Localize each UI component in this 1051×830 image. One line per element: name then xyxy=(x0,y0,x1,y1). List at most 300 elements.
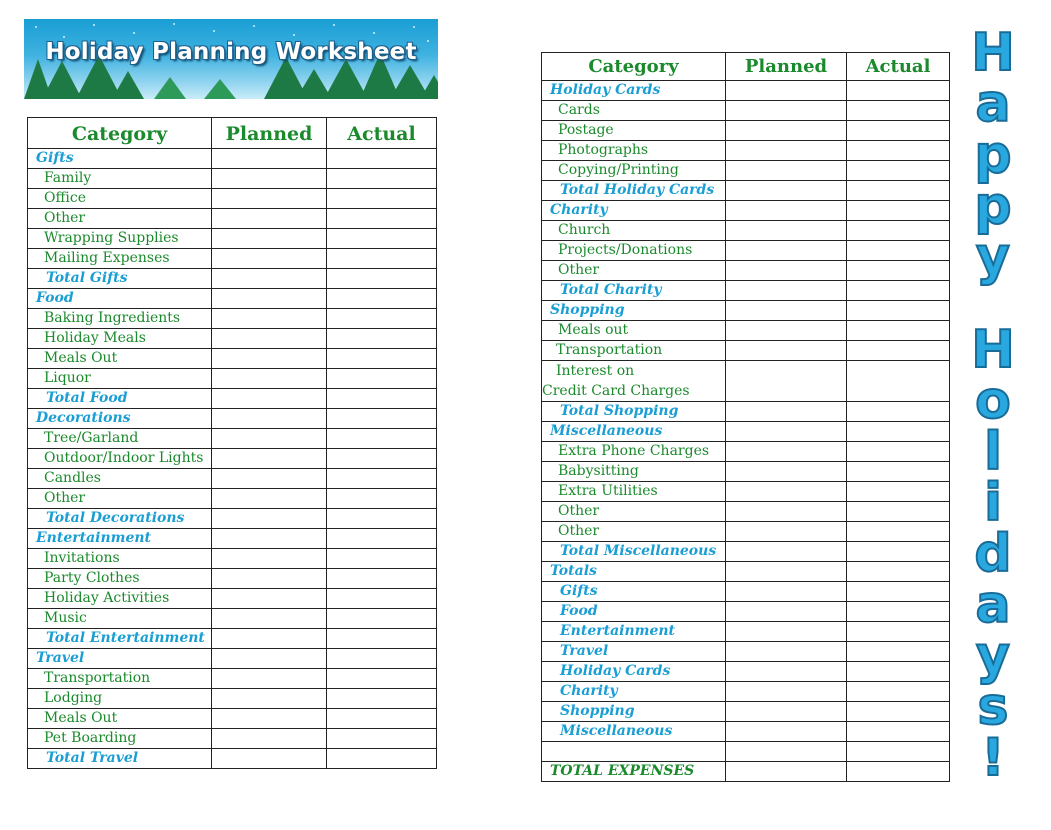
vertical-letter: l xyxy=(984,422,1002,482)
category-label: Other xyxy=(558,503,600,519)
actual-cell[interactable] xyxy=(847,702,950,722)
category-label: Charity xyxy=(560,683,618,699)
planned-cell[interactable] xyxy=(726,181,847,201)
category-cell xyxy=(28,709,212,729)
actual-cell[interactable] xyxy=(847,281,950,301)
actual-cell[interactable] xyxy=(327,689,437,709)
planned-cell[interactable] xyxy=(726,341,847,361)
vertical-letter: ! xyxy=(981,728,1005,788)
actual-cell[interactable] xyxy=(327,269,437,289)
planned-cell[interactable] xyxy=(726,742,847,762)
actual-cell[interactable] xyxy=(847,682,950,702)
category-label: Postage xyxy=(558,122,614,138)
total-row xyxy=(542,682,950,702)
planned-cell[interactable] xyxy=(212,649,327,669)
planned-cell[interactable] xyxy=(212,209,327,229)
category-label: Meals Out xyxy=(44,710,118,726)
vertical-letter: d xyxy=(974,524,1012,584)
line-item-row xyxy=(28,729,437,749)
category-cell xyxy=(28,169,212,189)
category-cell xyxy=(542,542,726,562)
category-label: Total Entertainment xyxy=(46,630,205,646)
actual-header: Actual xyxy=(847,53,950,81)
vertical-letter: H xyxy=(971,23,1015,83)
actual-cell[interactable] xyxy=(327,349,437,369)
total-row xyxy=(542,762,950,782)
category-label: Other xyxy=(44,210,86,226)
actual-cell[interactable] xyxy=(327,649,437,669)
planned-cell[interactable] xyxy=(212,289,327,309)
actual-cell[interactable] xyxy=(847,622,950,642)
planned-cell[interactable] xyxy=(726,642,847,662)
planned-cell[interactable] xyxy=(212,309,327,329)
planned-cell[interactable] xyxy=(212,229,327,249)
line-item-row xyxy=(28,469,437,489)
planned-cell[interactable] xyxy=(726,762,847,782)
line-item-row xyxy=(28,449,437,469)
category-label: Total Charity xyxy=(560,282,662,298)
category-label: Total Decorations xyxy=(46,510,185,526)
actual-cell[interactable] xyxy=(327,389,437,409)
actual-cell[interactable] xyxy=(327,249,437,269)
planned-cell[interactable] xyxy=(212,409,327,429)
category-cell xyxy=(28,349,212,369)
category-cell xyxy=(28,229,212,249)
planned-cell[interactable] xyxy=(212,609,327,629)
actual-cell[interactable] xyxy=(327,209,437,229)
line-item-row xyxy=(542,161,950,181)
line-item-row xyxy=(28,689,437,709)
actual-cell[interactable] xyxy=(847,582,950,602)
planned-cell[interactable] xyxy=(726,81,847,101)
category-cell xyxy=(542,101,726,121)
planned-header: Planned xyxy=(212,118,327,149)
planned-cell[interactable] xyxy=(212,749,327,769)
actual-cell[interactable] xyxy=(327,469,437,489)
category-section-row xyxy=(542,81,950,101)
planned-cell[interactable] xyxy=(726,121,847,141)
line-item-row xyxy=(542,341,950,361)
actual-cell[interactable] xyxy=(327,229,437,249)
line-item-row xyxy=(542,462,950,482)
category-cell xyxy=(542,301,726,321)
category-label: Decorations xyxy=(36,410,131,426)
actual-cell[interactable] xyxy=(847,341,950,361)
planned-cell[interactable] xyxy=(212,169,327,189)
planned-cell[interactable] xyxy=(726,682,847,702)
actual-cell[interactable] xyxy=(847,261,950,281)
category-section-row xyxy=(542,301,950,321)
planned-cell[interactable] xyxy=(726,582,847,602)
line-item-row xyxy=(28,709,437,729)
category-label: Lodging xyxy=(44,690,103,706)
category-label: TOTAL EXPENSES xyxy=(550,763,695,779)
category-label: Total Shopping xyxy=(560,403,679,419)
vertical-letter: a xyxy=(975,74,1011,134)
total-row xyxy=(542,181,950,201)
category-cell xyxy=(28,289,212,309)
actual-cell[interactable] xyxy=(847,402,950,422)
category-label: Holiday Activities xyxy=(44,590,170,606)
line-item-row xyxy=(28,429,437,449)
category-label: Office xyxy=(44,190,87,206)
worksheet-table-left xyxy=(27,117,437,769)
worksheet-banner xyxy=(24,19,438,99)
category-cell xyxy=(542,462,726,482)
category-cell xyxy=(542,361,726,402)
planned-cell[interactable] xyxy=(212,529,327,549)
planned-cell[interactable] xyxy=(212,189,327,209)
category-label: Entertainment xyxy=(36,530,152,546)
category-cell xyxy=(28,429,212,449)
planned-cell[interactable] xyxy=(726,522,847,542)
actual-cell[interactable] xyxy=(327,609,437,629)
planned-cell[interactable] xyxy=(726,602,847,622)
header-row xyxy=(28,118,437,149)
actual-cell[interactable] xyxy=(327,289,437,309)
total-row xyxy=(542,642,950,662)
actual-cell[interactable] xyxy=(847,201,950,221)
planned-cell[interactable] xyxy=(726,482,847,502)
actual-cell[interactable] xyxy=(327,169,437,189)
category-label: Meals Out xyxy=(44,350,118,366)
category-label: Tree/Garland xyxy=(44,430,139,446)
category-cell xyxy=(28,309,212,329)
actual-cell[interactable] xyxy=(847,161,950,181)
planned-cell[interactable] xyxy=(212,669,327,689)
planned-cell[interactable] xyxy=(726,361,847,402)
line-item-row xyxy=(542,141,950,161)
category-cell xyxy=(28,589,212,609)
word-gap xyxy=(958,283,1028,325)
planned-cell[interactable] xyxy=(726,462,847,482)
actual-cell[interactable] xyxy=(847,422,950,442)
category-label: Shopping xyxy=(550,302,625,318)
planned-cell[interactable] xyxy=(212,369,327,389)
planned-cell[interactable] xyxy=(212,729,327,749)
planned-cell[interactable] xyxy=(212,489,327,509)
planned-cell[interactable] xyxy=(212,249,327,269)
worksheet-title: Holiday Planning Worksheet xyxy=(45,39,417,65)
actual-header: Actual xyxy=(327,118,437,149)
actual-cell[interactable] xyxy=(327,709,437,729)
planned-header: Planned xyxy=(726,53,847,81)
category-cell xyxy=(542,341,726,361)
total-row xyxy=(542,662,950,682)
planned-cell[interactable] xyxy=(212,509,327,529)
planned-cell[interactable] xyxy=(726,662,847,682)
category-cell xyxy=(542,241,726,261)
actual-cell[interactable] xyxy=(847,762,950,782)
planned-cell[interactable] xyxy=(212,349,327,369)
category-label: Liquor xyxy=(44,370,91,386)
category-label: Gifts xyxy=(36,150,74,166)
category-label: Church xyxy=(558,222,611,238)
category-cell xyxy=(28,629,212,649)
planned-cell[interactable] xyxy=(726,261,847,281)
actual-cell[interactable] xyxy=(847,462,950,482)
line-item-row xyxy=(542,261,950,281)
actual-cell[interactable] xyxy=(327,149,437,169)
planned-cell[interactable] xyxy=(212,469,327,489)
category-section-row xyxy=(542,201,950,221)
category-label: Food xyxy=(560,603,598,619)
line-item-row xyxy=(542,482,950,502)
planned-cell[interactable] xyxy=(726,101,847,121)
category-label: Total Gifts xyxy=(46,270,128,286)
category-label: Family xyxy=(44,170,92,186)
category-cell xyxy=(28,529,212,549)
category-cell xyxy=(542,502,726,522)
vertical-letter: y xyxy=(976,227,1010,287)
actual-cell[interactable] xyxy=(847,642,950,662)
line-item-row xyxy=(28,569,437,589)
vertical-letter: s xyxy=(977,677,1009,737)
line-item-row xyxy=(28,189,437,209)
line-item-row xyxy=(28,369,437,389)
category-label: Other xyxy=(558,523,600,539)
actual-cell[interactable] xyxy=(847,321,950,341)
vertical-letter: y xyxy=(976,626,1010,686)
actual-cell[interactable] xyxy=(327,429,437,449)
category-label: Meals out xyxy=(558,322,629,338)
actual-cell[interactable] xyxy=(847,522,950,542)
category-section-row xyxy=(28,649,437,669)
category-header: Category xyxy=(28,118,212,149)
planned-cell[interactable] xyxy=(212,589,327,609)
actual-cell[interactable] xyxy=(847,301,950,321)
category-cell xyxy=(542,221,726,241)
actual-cell[interactable] xyxy=(847,442,950,462)
actual-cell[interactable] xyxy=(327,409,437,429)
category-cell xyxy=(542,81,726,101)
planned-cell[interactable] xyxy=(212,689,327,709)
category-label: Interest on xyxy=(556,363,635,379)
planned-cell[interactable] xyxy=(726,281,847,301)
category-cell xyxy=(28,569,212,589)
actual-cell[interactable] xyxy=(847,722,950,742)
category-cell xyxy=(28,489,212,509)
category-label: Transportation xyxy=(44,670,151,686)
line-item-row xyxy=(28,589,437,609)
total-row xyxy=(542,722,950,742)
actual-cell[interactable] xyxy=(847,361,950,402)
planned-cell[interactable] xyxy=(726,201,847,221)
total-row xyxy=(542,582,950,602)
total-row xyxy=(542,542,950,562)
planned-cell[interactable] xyxy=(212,429,327,449)
planned-cell[interactable] xyxy=(726,622,847,642)
category-cell xyxy=(28,389,212,409)
actual-cell[interactable] xyxy=(327,749,437,769)
line-item-row xyxy=(28,329,437,349)
category-label: Party Clothes xyxy=(44,570,140,586)
planned-cell[interactable] xyxy=(726,702,847,722)
category-cell xyxy=(542,642,726,662)
line-item-row xyxy=(28,349,437,369)
category-label: Holiday Meals xyxy=(44,330,146,346)
category-cell xyxy=(28,729,212,749)
actual-cell[interactable] xyxy=(847,81,950,101)
line-item-row xyxy=(28,169,437,189)
category-section-row xyxy=(28,289,437,309)
planned-cell[interactable] xyxy=(726,321,847,341)
line-item-row xyxy=(28,669,437,689)
category-label: Total Miscellaneous xyxy=(560,543,717,559)
total-row xyxy=(28,749,437,769)
total-row xyxy=(542,402,950,422)
planned-cell[interactable] xyxy=(212,329,327,349)
actual-cell[interactable] xyxy=(847,742,950,762)
actual-cell[interactable] xyxy=(847,241,950,261)
planned-cell[interactable] xyxy=(726,442,847,462)
category-label: Cards xyxy=(558,102,600,118)
planned-cell[interactable] xyxy=(212,709,327,729)
actual-cell[interactable] xyxy=(327,509,437,529)
category-cell xyxy=(542,422,726,442)
actual-cell[interactable] xyxy=(327,549,437,569)
actual-cell[interactable] xyxy=(847,482,950,502)
planned-cell[interactable] xyxy=(212,629,327,649)
actual-cell[interactable] xyxy=(327,309,437,329)
actual-cell[interactable] xyxy=(847,141,950,161)
planned-cell[interactable] xyxy=(726,221,847,241)
category-label: Total Food xyxy=(46,390,128,406)
planned-cell[interactable] xyxy=(726,241,847,261)
vertical-letter: o xyxy=(975,371,1011,431)
planned-cell[interactable] xyxy=(726,422,847,442)
actual-cell[interactable] xyxy=(847,121,950,141)
planned-cell[interactable] xyxy=(212,389,327,409)
planned-cell[interactable] xyxy=(726,141,847,161)
planned-cell[interactable] xyxy=(212,569,327,589)
actual-cell[interactable] xyxy=(847,562,950,582)
category-cell xyxy=(28,209,212,229)
line-item-row xyxy=(542,442,950,462)
planned-cell[interactable] xyxy=(726,722,847,742)
category-label: Extra Utilities xyxy=(558,483,658,499)
category-cell xyxy=(28,369,212,389)
category-cell xyxy=(542,442,726,462)
planned-cell[interactable] xyxy=(726,402,847,422)
actual-cell[interactable] xyxy=(847,662,950,682)
category-label: Invitations xyxy=(44,550,120,566)
category-section-row xyxy=(542,562,950,582)
category-cell xyxy=(542,742,726,762)
actual-cell[interactable] xyxy=(327,329,437,349)
planned-cell[interactable] xyxy=(212,149,327,169)
category-label: Charity xyxy=(550,202,608,218)
actual-cell[interactable] xyxy=(847,542,950,562)
category-cell xyxy=(542,161,726,181)
actual-cell[interactable] xyxy=(327,369,437,389)
category-cell xyxy=(542,482,726,502)
category-cell xyxy=(28,149,212,169)
category-label: Babysitting xyxy=(558,463,639,479)
category-label: Miscellaneous xyxy=(550,423,663,439)
actual-cell[interactable] xyxy=(327,629,437,649)
vertical-letter: H xyxy=(971,320,1015,380)
actual-cell[interactable] xyxy=(327,529,437,549)
category-section-row xyxy=(28,529,437,549)
actual-cell[interactable] xyxy=(847,502,950,522)
category-label: Total Travel xyxy=(46,750,139,766)
planned-cell[interactable] xyxy=(212,449,327,469)
planned-cell[interactable] xyxy=(212,549,327,569)
category-cell xyxy=(542,522,726,542)
category-cell xyxy=(28,409,212,429)
category-cell xyxy=(542,321,726,341)
total-row xyxy=(28,509,437,529)
line-item-row xyxy=(542,241,950,261)
vertical-letter: p xyxy=(974,176,1012,236)
worksheet-table-right xyxy=(541,52,950,782)
vertical-letter: a xyxy=(975,575,1011,635)
category-cell xyxy=(542,662,726,682)
happy-holidays-vertical-text xyxy=(958,23,1028,828)
category-label: Other xyxy=(44,490,86,506)
line-item-row xyxy=(542,321,950,341)
line-item-row xyxy=(542,121,950,141)
category-cell xyxy=(28,609,212,629)
category-cell xyxy=(28,509,212,529)
actual-cell[interactable] xyxy=(327,589,437,609)
category-label: Projects/Donations xyxy=(558,242,693,258)
category-cell xyxy=(542,762,726,782)
planned-cell[interactable] xyxy=(726,542,847,562)
line-item-row xyxy=(28,489,437,509)
planned-cell[interactable] xyxy=(212,269,327,289)
actual-cell[interactable] xyxy=(327,489,437,509)
actual-cell[interactable] xyxy=(327,569,437,589)
planned-cell[interactable] xyxy=(726,161,847,181)
category-label: Total Holiday Cards xyxy=(560,182,715,198)
category-cell xyxy=(542,201,726,221)
category-label: Travel xyxy=(560,643,609,659)
category-cell xyxy=(542,622,726,642)
planned-cell[interactable] xyxy=(726,502,847,522)
category-cell xyxy=(542,702,726,722)
category-section-row xyxy=(28,409,437,429)
category-cell xyxy=(542,722,726,742)
actual-cell[interactable] xyxy=(847,181,950,201)
line-item-row xyxy=(542,101,950,121)
actual-cell[interactable] xyxy=(847,602,950,622)
category-label: Food xyxy=(36,290,74,306)
line-item-row xyxy=(28,209,437,229)
category-cell xyxy=(542,261,726,281)
planned-cell[interactable] xyxy=(726,562,847,582)
category-cell xyxy=(542,141,726,161)
line-item-row xyxy=(28,549,437,569)
actual-cell[interactable] xyxy=(327,729,437,749)
total-row xyxy=(28,269,437,289)
actual-cell[interactable] xyxy=(847,101,950,121)
planned-cell[interactable] xyxy=(726,301,847,321)
total-row xyxy=(28,629,437,649)
category-cell xyxy=(542,682,726,702)
category-cell xyxy=(28,269,212,289)
actual-cell[interactable] xyxy=(847,221,950,241)
category-label: Copying/Printing xyxy=(558,162,679,178)
category-cell xyxy=(28,689,212,709)
category-cell xyxy=(542,121,726,141)
actual-cell[interactable] xyxy=(327,189,437,209)
category-cell xyxy=(542,402,726,422)
category-label: Transportation xyxy=(556,342,663,358)
actual-cell[interactable] xyxy=(327,669,437,689)
actual-cell[interactable] xyxy=(327,449,437,469)
